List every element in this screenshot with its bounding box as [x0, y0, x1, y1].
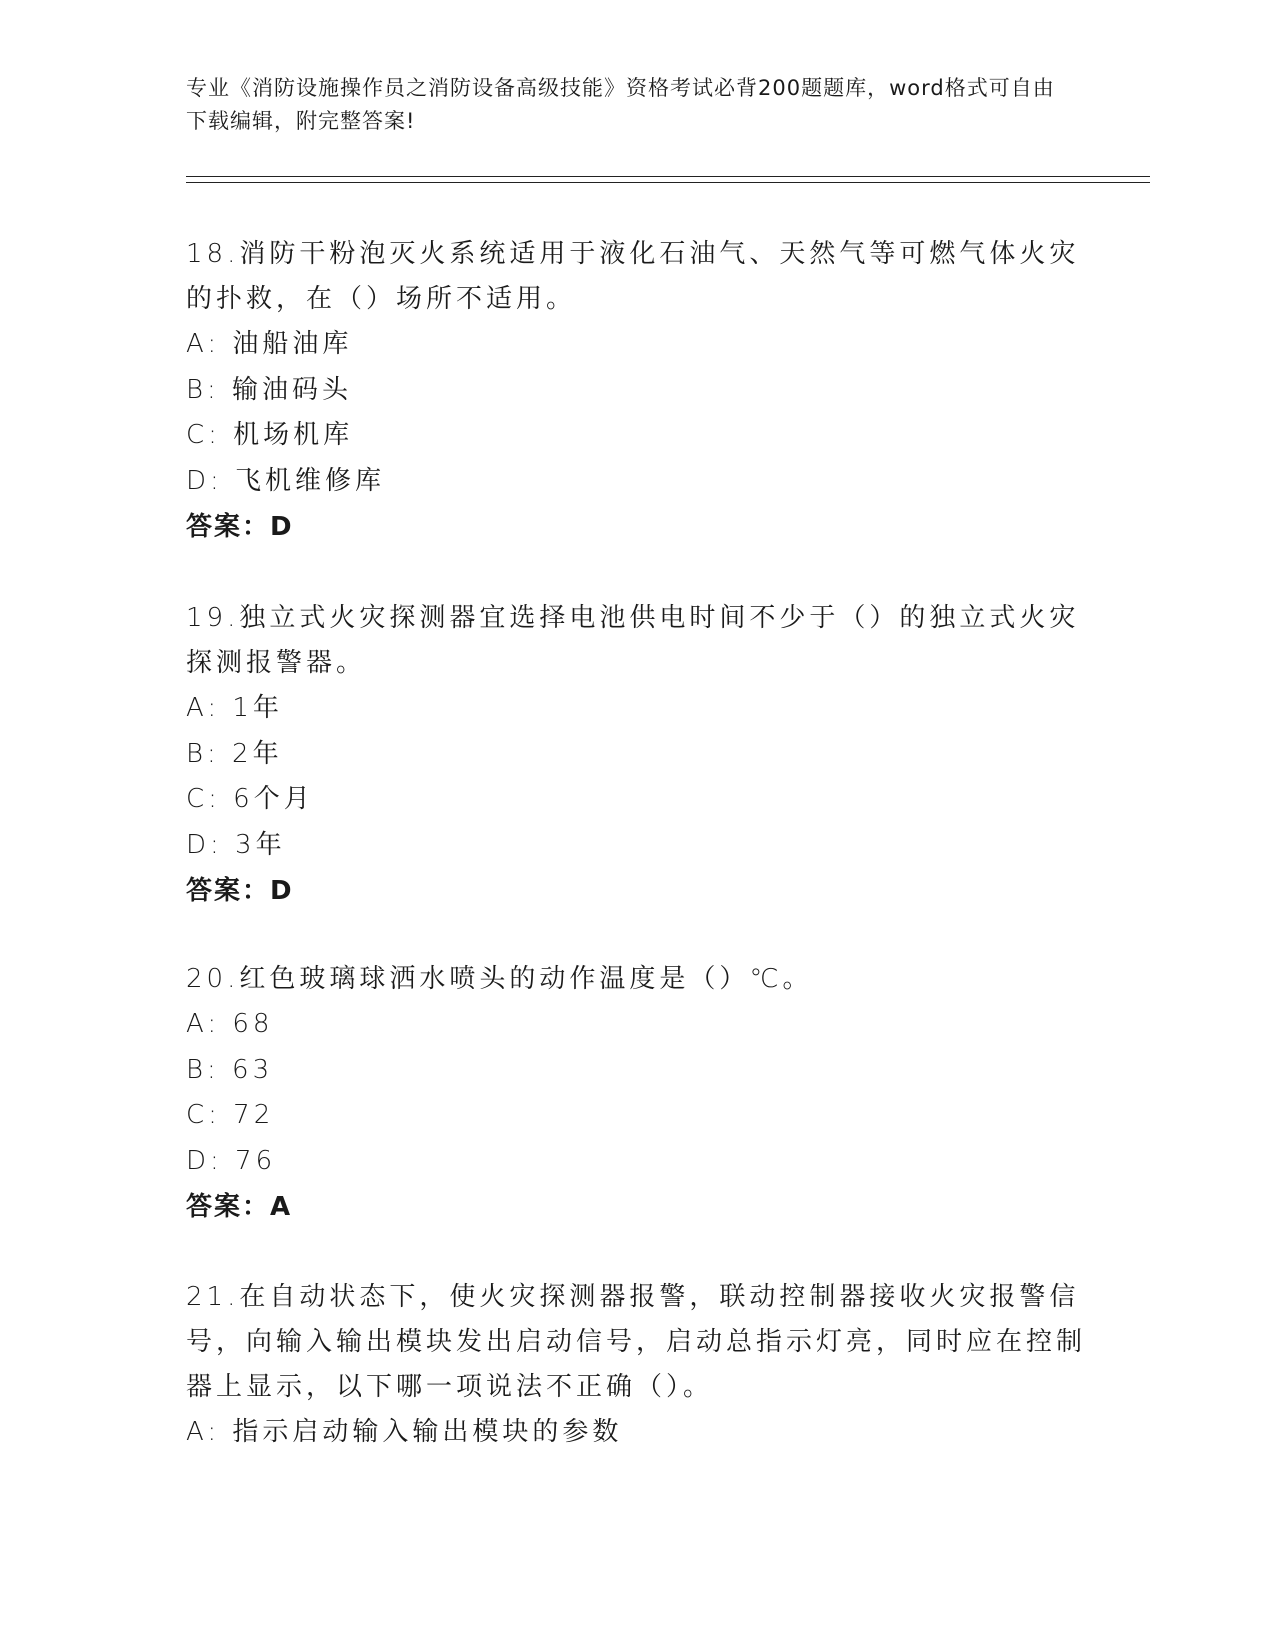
- option-c: C: 机场机库: [186, 420, 354, 450]
- option-d: D: 飞机维修库: [186, 465, 386, 496]
- question-19: [186, 596, 1086, 914]
- option-c: C: 6个月: [186, 784, 314, 814]
- option-b: B: 63: [186, 1054, 274, 1085]
- header-divider-top: [186, 176, 1150, 177]
- question-18: [186, 232, 1086, 550]
- question-stem: 21.在自动状态下，使火灾探测器报警，联动控制器接收火灾报警信号，向输入输出模块发出启动信号，启动总指示灯亮，同时应在控制器上显示，以下哪一项说法不正确（）。: [186, 1282, 1087, 1402]
- option-d: D: 76: [186, 1145, 277, 1176]
- question-21: [186, 1275, 1086, 1456]
- option-a: A: 油船油库: [186, 329, 353, 359]
- header-divider-bottom: [186, 182, 1150, 183]
- document-header: 专业《消防设施操作员之消防设备高级技能》资格考试必背200题题库，word格式可自由下载编辑，附完整答案!: [186, 76, 1055, 133]
- option-b: B: 2年: [186, 738, 283, 769]
- option-a: A: 68: [186, 1009, 274, 1039]
- answer: 答案：D: [186, 512, 294, 542]
- option-b: B: 输油码头: [186, 374, 353, 405]
- question-stem: 18.消防干粉泡灭火系统适用于液化石油气、天然气等可燃气体火灾的扑救，在（）场所不适用。: [186, 239, 1080, 314]
- question-stem: 19.独立式火灾探测器宜选择电池供电时间不少于（）的独立式火灾探测报警器。: [186, 603, 1080, 678]
- answer: 答案：A: [186, 1192, 293, 1222]
- option-c: C: 72: [186, 1100, 275, 1130]
- question-stem: 20.红色玻璃球洒水喷头的动作温度是（）℃。: [186, 964, 813, 994]
- option-d: D: 3年: [186, 829, 286, 860]
- question-20: [186, 957, 1086, 1230]
- option-a: A: 1年: [186, 693, 283, 723]
- answer: 答案：D: [186, 876, 294, 906]
- option-a: A: 指示启动输入输出模块的参数: [186, 1417, 623, 1447]
